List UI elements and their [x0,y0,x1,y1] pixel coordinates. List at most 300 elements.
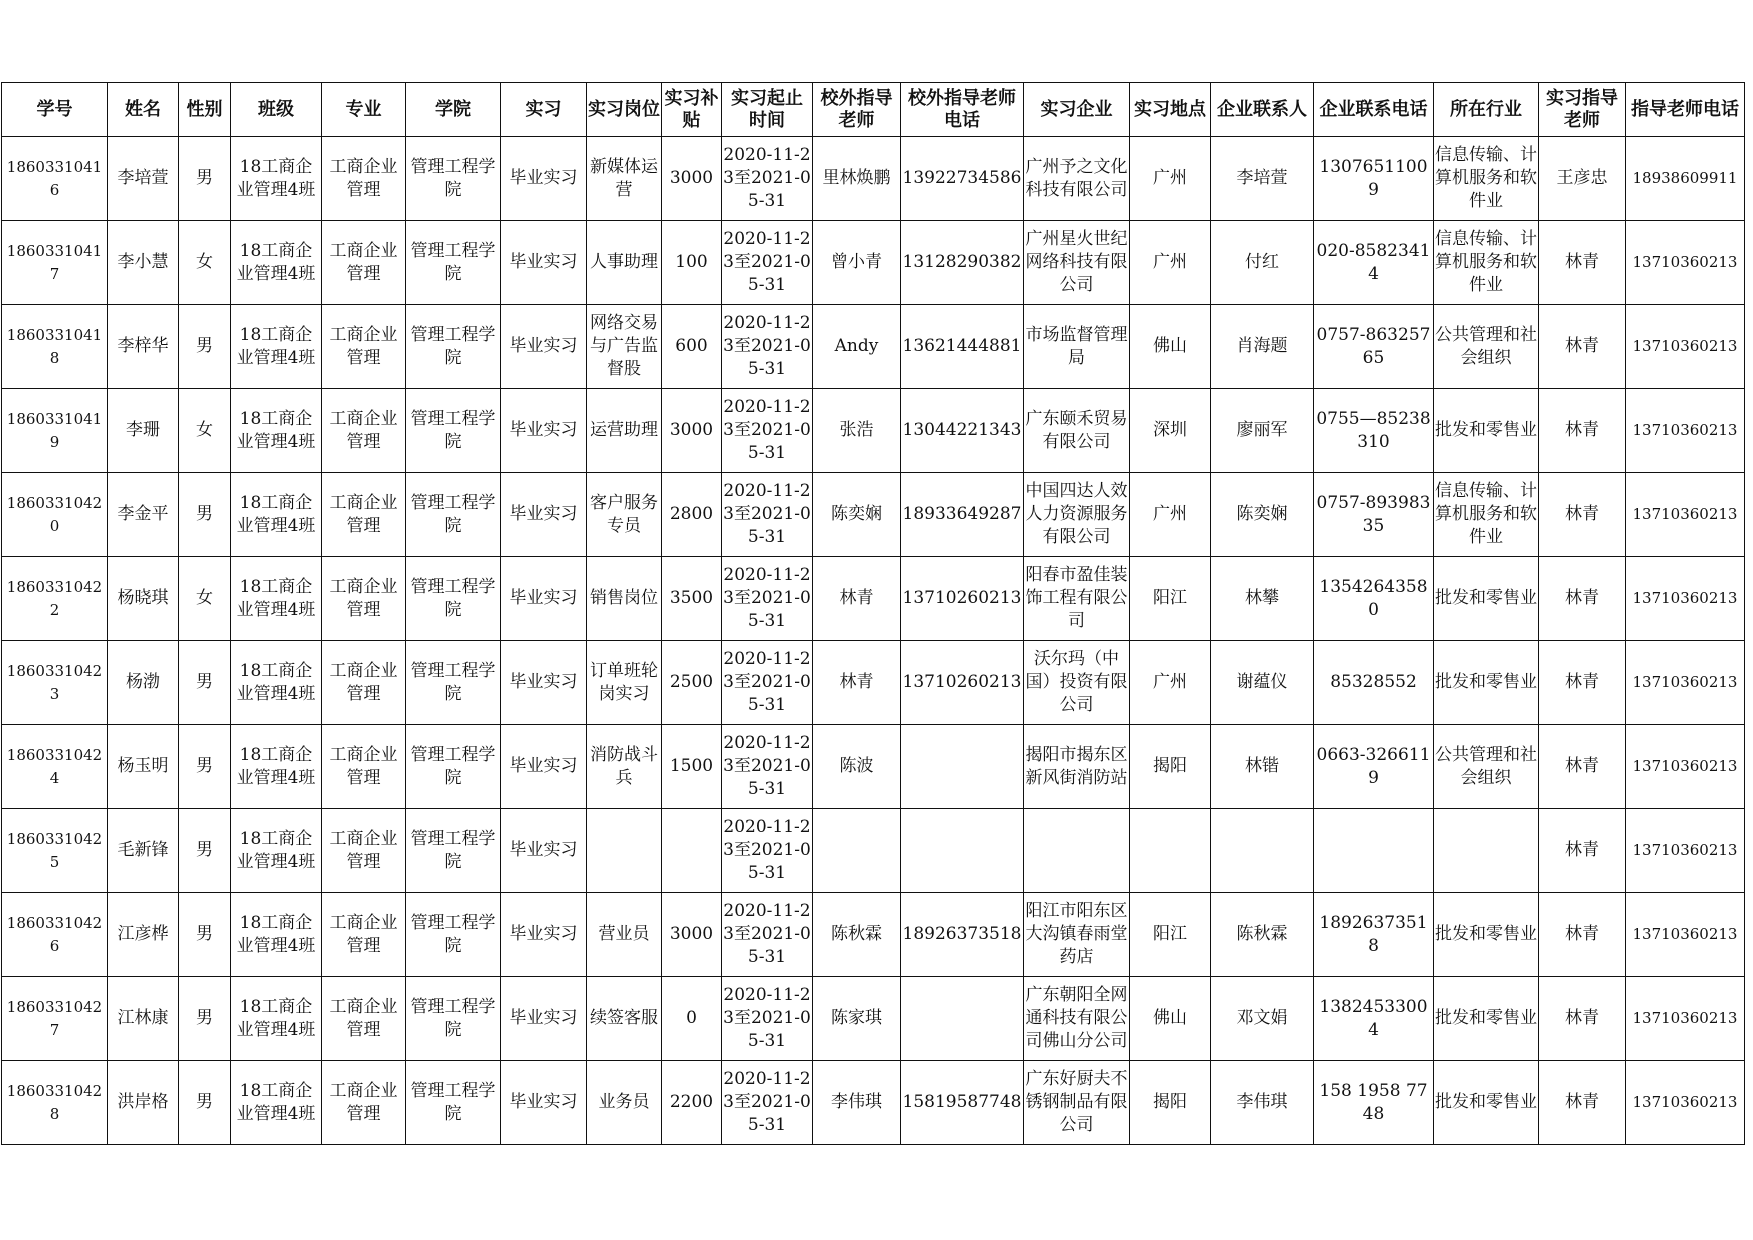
cell-text: 江林康 [117,1008,169,1028]
table-cell [108,389,179,473]
cell-text: 0 [686,1008,697,1028]
table-cell [179,221,231,305]
table-cell [108,557,179,641]
cell-text: 18工商企业管理4班 [236,828,316,872]
cell-text: 李金平 [117,504,169,524]
cell-text: 管理工程学院 [410,492,496,536]
table-cell [322,221,406,305]
cell-text: 销售岗位 [590,588,658,608]
table-row [2,893,1745,977]
cell-text: 男 [196,168,213,188]
cell-text: 0755—85238310 [1316,408,1431,452]
cell-text: 谢蕴仪 [1236,672,1288,692]
cell-text: 工商企业管理 [329,492,398,536]
cell-text: 肖海题 [1236,336,1288,356]
table-cell [406,725,501,809]
table-row [2,137,1745,221]
column-header: 企业联系人 [1211,83,1314,137]
table-cell [179,473,231,557]
table-cell [1314,137,1434,221]
table-cell [722,557,813,641]
cell-text: 林青 [1565,924,1599,944]
cell-text: 2020-11-23至2021-05-31 [723,397,811,463]
cell-text: 男 [196,756,213,776]
table-cell [322,473,406,557]
cell-text: 市场监督管理局 [1025,324,1128,368]
table-cell [813,641,901,725]
table-cell [662,1061,722,1145]
cell-text: 曾小青 [831,252,882,272]
cell-text: 广州 [1153,252,1187,272]
cell-text: 运营助理 [590,420,658,440]
cell-text: 女 [196,252,213,272]
cell-text: 0757-86325765 [1316,324,1431,368]
cell-text: 毕业实习 [509,168,578,188]
cell-text: 杨玉明 [117,756,169,776]
table-cell [231,641,322,725]
cell-text: 13922734586 [902,168,1022,188]
table-cell [1130,641,1211,725]
column-header: 实习补贴 [662,83,722,137]
table-cell [1130,389,1211,473]
cell-text: 陈奕娴 [831,504,882,524]
table-cell [1626,809,1745,893]
table-cell [1211,641,1314,725]
table-cell [813,725,901,809]
cell-text: 毛新锋 [117,840,169,860]
cell-text: 管理工程学院 [410,912,496,956]
cell-text: 管理工程学院 [410,996,496,1040]
cell-text: 18933649287 [902,504,1022,524]
cell-text: 18工商企业管理4班 [236,912,316,956]
cell-text: 林青 [1565,420,1599,440]
cell-text: 广东颐禾贸易有限公司 [1025,408,1128,452]
table-cell [901,305,1024,389]
table-cell [406,809,501,893]
cell-text: 业务员 [598,1092,650,1112]
cell-text: 陈秋霖 [831,924,882,944]
column-header: 班级 [231,83,322,137]
table-cell [587,305,662,389]
cell-text: 陈奕娴 [1236,504,1288,524]
table-cell [1211,1061,1314,1145]
cell-text: 批发和零售业 [1435,420,1537,440]
column-header: 实习企业 [1024,83,1130,137]
table-cell [231,473,322,557]
column-header: 校外指导老师 [813,83,901,137]
cell-text: 18工商企业管理4班 [236,1080,316,1124]
cell-text: 18603310424 [6,745,103,787]
table-cell [1434,641,1539,725]
cell-text: 管理工程学院 [410,156,496,200]
cell-text: 2020-11-23至2021-05-31 [723,565,811,631]
table-cell [1626,557,1745,641]
table-cell [1539,305,1626,389]
cell-text: 杨渤 [126,672,160,692]
cell-text: 18工商企业管理4班 [236,492,316,536]
table-cell [587,221,662,305]
cell-text: 3500 [669,588,714,608]
cell-text: 男 [196,336,213,356]
table-cell [1024,137,1130,221]
table-cell [231,809,322,893]
column-header: 学院 [406,83,501,137]
table-cell [1130,977,1211,1061]
table-cell [1626,305,1745,389]
cell-text: 工商企业管理 [329,912,398,956]
cell-text: 毕业实习 [509,420,578,440]
table-cell [1130,473,1211,557]
cell-text: 0757-89398335 [1316,492,1431,536]
table-cell [662,641,722,725]
table-row [2,1061,1745,1145]
cell-text: 工商企业管理 [329,660,398,704]
header-row [2,83,1745,137]
cell-text: 18603310419 [6,409,103,451]
table-cell [813,557,901,641]
cell-text: 13542643580 [1319,576,1428,620]
cell-text: 13710360213 [1632,421,1738,439]
table-cell [406,305,501,389]
cell-text: 营业员 [598,924,650,944]
cell-text: 信息传输、计算机服务和软件业 [1435,481,1537,547]
table-cell [231,137,322,221]
table-cell [1024,977,1130,1061]
table-cell [1434,389,1539,473]
cell-text: 续签客服 [590,1008,658,1028]
cell-text: 林青 [1565,672,1599,692]
cell-text: 揭阳市揭东区新风街消防站 [1025,744,1128,788]
cell-text: 2800 [669,504,714,524]
cell-text: 13710360213 [1632,505,1738,523]
table-cell [2,725,108,809]
cell-text: 廖丽军 [1236,420,1288,440]
cell-text: 毕业实习 [509,252,578,272]
cell-text: 李伟琪 [1236,1092,1288,1112]
table-cell [587,641,662,725]
cell-text: 13710360213 [1632,757,1738,775]
cell-text: 阳江市阳东区大沟镇春雨堂药店 [1025,901,1128,967]
table-cell [108,1061,179,1145]
cell-text: 18603310417 [6,241,103,283]
table-cell [662,389,722,473]
table-cell [1539,725,1626,809]
cell-text: 付红 [1245,252,1279,272]
column-header: 专业 [322,83,406,137]
table-cell [1130,809,1211,893]
cell-text: 消防战斗兵 [590,744,658,788]
table-cell [1539,1061,1626,1145]
table-cell [2,221,108,305]
table-cell [1314,641,1434,725]
table-cell [813,893,901,977]
cell-text: 林青 [1565,756,1599,776]
table-cell [501,809,587,893]
table-cell [1539,221,1626,305]
table-row [2,725,1745,809]
cell-text: 2020-11-23至2021-05-31 [723,901,811,967]
cell-text: 13621444881 [902,336,1022,356]
table-cell [231,221,322,305]
cell-text: 18工商企业管理4班 [236,660,316,704]
cell-text: 管理工程学院 [410,744,496,788]
cell-text: 阳江 [1153,924,1187,944]
cell-text: 林青 [1565,1008,1599,1028]
cell-text: 男 [196,672,213,692]
table-cell [231,977,322,1061]
cell-text: 85328552 [1330,672,1417,692]
column-header: 校外指导老师电话 [901,83,1024,137]
cell-text: 广州 [1153,168,1187,188]
cell-text: 18926373518 [1319,912,1428,956]
table-cell [1314,557,1434,641]
table-cell [901,557,1024,641]
table-cell [406,893,501,977]
table-cell [722,389,813,473]
table-cell [662,725,722,809]
table-cell [501,1061,587,1145]
table-cell [587,137,662,221]
cell-text: 阳春市盈佳装饰工程有限公司 [1025,565,1128,631]
cell-text: 批发和零售业 [1435,924,1537,944]
table-cell [1539,389,1626,473]
cell-text: 管理工程学院 [410,1080,496,1124]
cell-text: 中国四达人效人力资源服务有限公司 [1025,481,1128,547]
table-cell [108,977,179,1061]
cell-text: 新媒体运营 [590,156,658,200]
table-cell [662,809,722,893]
cell-text: 毕业实习 [509,672,578,692]
table-cell [901,725,1024,809]
column-header: 姓名 [108,83,179,137]
cell-text: 13076511009 [1319,156,1428,200]
cell-text: 3000 [669,924,714,944]
table-cell [2,1061,108,1145]
table-cell [1024,1061,1130,1145]
cell-text: 18工商企业管理4班 [236,408,316,452]
cell-text: 毕业实习 [509,1092,578,1112]
cell-text: 1500 [669,756,714,776]
table-cell [179,1061,231,1145]
table-cell [108,809,179,893]
table-cell [108,137,179,221]
cell-text: 13710360213 [1632,1093,1738,1111]
table-cell [587,977,662,1061]
table-cell [901,1061,1024,1145]
cell-text: 13710360213 [1632,841,1738,859]
cell-text: 18工商企业管理4班 [236,996,316,1040]
cell-text: 158 1958 7748 [1319,1080,1428,1124]
table-cell [901,809,1024,893]
table-cell [813,473,901,557]
cell-text: 批发和零售业 [1435,1008,1537,1028]
cell-text: 女 [196,588,213,608]
cell-text: 2200 [669,1092,714,1112]
cell-text: 2020-11-23至2021-05-31 [723,649,811,715]
table-cell [1434,305,1539,389]
table-cell [1626,977,1745,1061]
table-cell [1434,977,1539,1061]
cell-text: 陈家琪 [831,1008,882,1028]
table-cell [1626,221,1745,305]
cell-text: 13710360213 [1632,1009,1738,1027]
cell-text: 王彦忠 [1556,168,1608,188]
table-cell [1314,809,1434,893]
cell-text: 订单班轮岗实习 [590,660,658,704]
table-cell [179,809,231,893]
table-cell [501,137,587,221]
cell-text: 李梓华 [117,336,169,356]
cell-text: 批发和零售业 [1435,672,1537,692]
cell-text: 18工商企业管理4班 [236,240,316,284]
cell-text: 佛山 [1153,1008,1187,1028]
table-cell [1626,1061,1745,1145]
cell-text: 18926373518 [902,924,1022,944]
table-cell [722,809,813,893]
table-cell [1626,725,1745,809]
cell-text: 13710260213 [902,588,1022,608]
table-cell [231,389,322,473]
cell-text: 里林焕鹏 [822,168,891,188]
cell-text: 2020-11-23至2021-05-31 [723,481,811,547]
cell-text: 2020-11-23至2021-05-31 [723,817,811,883]
cell-text: 13710260213 [902,672,1022,692]
table-cell [813,1061,901,1145]
cell-text: 2020-11-23至2021-05-31 [723,229,811,295]
table-cell [813,977,901,1061]
table-cell [179,725,231,809]
cell-text: 管理工程学院 [410,408,496,452]
cell-text: 李珊 [126,420,160,440]
table-cell [2,977,108,1061]
cell-text: 李培萱 [1236,168,1288,188]
table-cell [1024,221,1130,305]
table-cell [587,893,662,977]
table-cell [406,389,501,473]
table-cell [901,641,1024,725]
cell-text: 毕业实习 [509,504,578,524]
table-cell [2,557,108,641]
cell-text: 18938609911 [1632,169,1738,187]
column-header: 学号 [2,83,108,137]
cell-text: 人事助理 [590,252,658,272]
column-header: 企业联系电话 [1314,83,1434,137]
table-cell [1130,137,1211,221]
column-header: 实习岗位 [587,83,662,137]
table-cell [1539,137,1626,221]
cell-text: 工商企业管理 [329,1080,398,1124]
table-cell [501,893,587,977]
table-cell [1024,473,1130,557]
cell-text: 工商企业管理 [329,744,398,788]
table-cell [108,641,179,725]
table-cell [1626,137,1745,221]
table-body [2,137,1745,1145]
cell-text: 0663-3266119 [1316,744,1431,788]
table-cell [813,809,901,893]
table-cell [1434,725,1539,809]
table-cell [662,893,722,977]
cell-text: 管理工程学院 [410,660,496,704]
cell-text: 林锴 [1245,756,1279,776]
table-cell [322,1061,406,1145]
cell-text: 工商企业管理 [329,828,398,872]
cell-text: 18603310428 [6,1081,103,1123]
cell-text: 陈波 [839,756,874,776]
table-cell [179,641,231,725]
table-cell [722,137,813,221]
table-cell [1314,725,1434,809]
table-cell [662,977,722,1061]
table-cell [901,473,1024,557]
table-cell [1211,305,1314,389]
table-cell [1314,305,1434,389]
table-cell [1024,557,1130,641]
table-cell [108,473,179,557]
cell-text: 毕业实习 [509,756,578,776]
column-header: 所在行业 [1434,83,1539,137]
table-row [2,557,1745,641]
table-cell [722,1061,813,1145]
column-header: 性别 [179,83,231,137]
cell-text: 2020-11-23至2021-05-31 [723,145,811,211]
table-cell [179,977,231,1061]
table-cell [662,305,722,389]
table-cell [662,557,722,641]
table-cell [501,221,587,305]
table-cell [1314,221,1434,305]
cell-text: 杨晓琪 [117,588,169,608]
table-cell [813,221,901,305]
table-cell [1539,809,1626,893]
cell-text: 毕业实习 [509,336,578,356]
table-header [2,83,1745,137]
table-cell [1130,557,1211,641]
table-cell [1024,305,1130,389]
table-row [2,473,1745,557]
table-cell [587,557,662,641]
table-cell [179,389,231,473]
table-row [2,977,1745,1061]
cell-text: 张浩 [839,420,874,440]
table-cell [722,977,813,1061]
table-cell [1130,221,1211,305]
table-cell [2,305,108,389]
cell-text: 阳江 [1153,588,1187,608]
table-cell [662,473,722,557]
table-cell [2,809,108,893]
table-cell [1130,893,1211,977]
cell-text: 林青 [1565,1092,1599,1112]
table-cell [1211,221,1314,305]
table-cell [501,473,587,557]
cell-text: 18603310427 [6,997,103,1039]
cell-text: 江彦桦 [117,924,169,944]
cell-text: 13044221343 [902,420,1022,440]
cell-text: 600 [675,336,708,356]
table-cell [901,893,1024,977]
cell-text: 林青 [839,588,874,608]
table-cell [322,893,406,977]
table-cell [322,557,406,641]
cell-text: 信息传输、计算机服务和软件业 [1435,229,1537,295]
cell-text: 15819587748 [902,1092,1022,1112]
cell-text: 13710360213 [1632,337,1738,355]
table-cell [1024,389,1130,473]
table-cell [501,557,587,641]
cell-text: 18603310416 [6,157,103,199]
cell-text: 18603310418 [6,325,103,367]
